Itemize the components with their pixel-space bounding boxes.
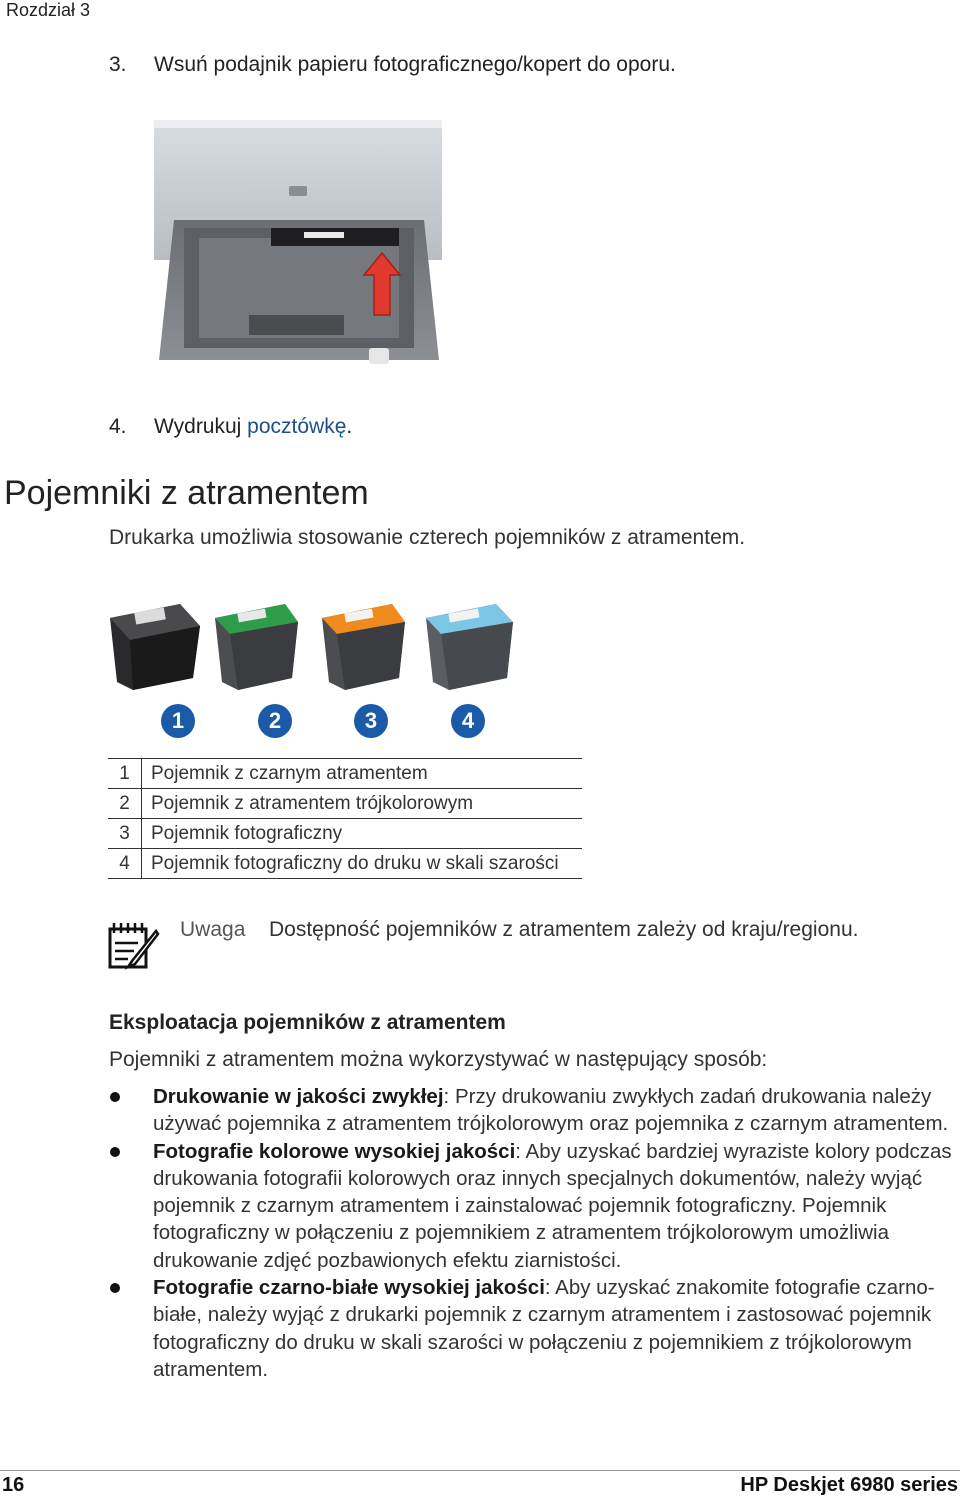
badge-2 [257, 703, 293, 744]
usage-list [109, 1083, 955, 1383]
bullet-icon [110, 1147, 120, 1157]
cartridge-legend-table [108, 758, 582, 879]
chapter-header: Rozdział 3 [6, 0, 91, 20]
step-number: 3. [109, 53, 127, 76]
usage-title: Eksploatacja pojemników z atramentem [109, 1011, 506, 1034]
legend-label: Pojemnik z atramentem trójkolorowym [142, 789, 583, 819]
usage-lead: Pojemniki z atramentem można wykorzystywać w następujący sposób: [109, 1048, 768, 1071]
legend-label: Pojemnik fotograficzny [142, 819, 583, 849]
gray-photo-cartridge-image [426, 604, 513, 690]
table-row [108, 849, 582, 879]
svg-text:3: 3 [364, 708, 378, 733]
legend-number: 1 [108, 759, 142, 789]
note-label: Uwaga [180, 918, 246, 941]
product-name: HP Deskjet 6980 series [740, 1474, 958, 1496]
bullet-icon [110, 1283, 120, 1293]
badge-4 [450, 703, 486, 744]
tricolor-cartridge-image [215, 604, 298, 690]
note-pad-icon [108, 921, 160, 971]
legend-label: Pojemnik fotograficzny do druku w skali szarości [142, 849, 583, 879]
item-text: : Aby uzyskać znakomite fotografie czarno-białe, należy wyjąć z drukarki pojemnik z czarnym atramentem i zastosować pojemnik fotograficzny do druku w skali szarości w połączeniu z pojemnikiem z trójkolorowym atramentem. [153, 1276, 935, 1381]
item-text: : Aby uzyskać bardziej wyraziste kolory podczas drukowania fotografii kolorowych oraz innych specjalnych dokumentów, należy wyjąć pojemnik z czarnym atramentem i zainstalować pojemnik fotograficzny. Pojemnik fotograficzny w połączeniu z pojemnikiem z atramentem trójkolorowym umożliwia drukowanie zdjęć pozbawionych efektu ziarnistości. [153, 1139, 952, 1272]
item-term: Fotografie czarno-białe wysokiej jakości [153, 1276, 545, 1300]
footer-divider [0, 1470, 960, 1471]
black-cartridge-image [110, 604, 200, 690]
table-row [108, 759, 582, 789]
item-text: : Przy drukowaniu zwykłych zadań drukowania należy używać pojemnika z atramentem trójkolorowym oraz pojemnika z czarnym atramentem. [153, 1085, 949, 1136]
legend-number: 2 [108, 789, 142, 819]
section-title: Pojemniki z atramentem [4, 474, 369, 512]
bullet-icon [110, 1092, 120, 1102]
printer-photo-tray-illustration [154, 120, 444, 370]
list-item [109, 1138, 955, 1274]
cartridge-badges [160, 703, 500, 739]
postcard-link[interactable]: pocztówkę [247, 415, 347, 438]
svg-text:4: 4 [461, 708, 475, 733]
list-item [109, 1083, 955, 1138]
svg-text:1: 1 [171, 708, 185, 733]
table-row [108, 819, 582, 849]
photo-cartridge-image [322, 604, 405, 690]
svg-text:2: 2 [268, 708, 282, 733]
table-row [108, 789, 582, 819]
item-term: Fotografie kolorowe wysokiej jakości [153, 1139, 516, 1163]
list-item [109, 1274, 955, 1383]
note-text: Dostępność pojemników z atramentem zależy od kraju/regionu. [269, 918, 859, 941]
step-text: Wydrukuj pocztówkę. [154, 415, 353, 438]
badge-3 [353, 703, 389, 744]
step-text: Wsuń podajnik papieru fotograficznego/kopert do oporu. [154, 53, 676, 76]
page-number: 16 [2, 1474, 25, 1496]
legend-number: 3 [108, 819, 142, 849]
legend-number: 4 [108, 849, 142, 879]
badge-1 [160, 703, 196, 744]
legend-label: Pojemnik z czarnym atramentem [142, 759, 583, 789]
item-term: Drukowanie w jakości zwykłej [153, 1085, 444, 1108]
step-number: 4. [109, 415, 127, 438]
section-intro: Drukarka umożliwia stosowanie czterech pojemników z atramentem. [109, 526, 746, 549]
